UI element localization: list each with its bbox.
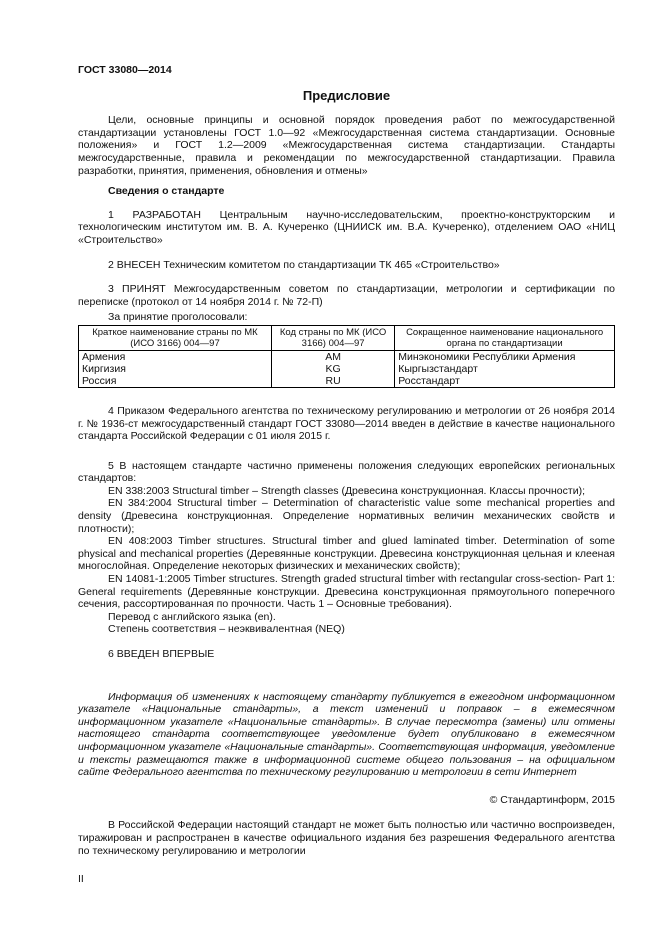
country-cell: Киргизия [79, 363, 272, 375]
body-cell: Минэкономики Республики Армения [395, 350, 615, 363]
reproduction-notice: В Российской Федерации настоящий стандарт не может быть полностью или частично воспроизведен, тиражирован и распространен в качестве официального издания без разрешения Федерального агентства по техническому регулированию и метрологии [78, 819, 615, 857]
item-6-introduced: 6 ВВЕДЕН ВПЕРВЫЕ [108, 648, 215, 660]
body-cell: Росстандарт [395, 375, 615, 388]
page-title: Предисловие [302, 87, 391, 103]
column-header-code: Код страны по МК (ИСО 3166) 004—97 [271, 325, 394, 350]
item-2-submitted: 2 ВНЕСЕН Техническим комитетом по стандартизации ТК 465 «Строительство» [108, 258, 500, 271]
table-row [79, 363, 615, 375]
translation-note: Перевод с английского языка (en). [108, 610, 276, 623]
column-header-country: Краткое наименование страны по МК (ИСО 3166) 004—97 [79, 325, 272, 350]
country-cell: Армения [79, 350, 272, 363]
item-4-order: 4 Приказом Федерального агентства по техническому регулированию и метрологии от 26 ноября 2014 г. № 1936-ст межгосударственный стандарт ГОСТ 33080—2014 введен в действие в качестве национального стандарта Российской Федерации с 01 июля 2015 г. [78, 404, 615, 443]
item-5-intro: 5 В настоящем стандарте частично применены положения следующих европейских региональных стандартов: [78, 459, 615, 485]
conformity-note: Степень соответствия – неэквивалентная (NEQ) [108, 623, 345, 636]
code-cell: RU [271, 375, 394, 388]
ref-en-408: EN 408:2003 Timber structures. Structural timber and glued laminated timber. Determination of some physical and mechanical properties (Деревянные конструкции. Древесина конструкционная цельная и клееная многослойная. Определение некоторых физических и механических свойств); [78, 535, 615, 573]
code-cell: AM [271, 350, 394, 363]
column-header-body: Сокращенное наименование национального органа по стандартизации [395, 325, 615, 350]
item-1-developed: 1 РАЗРАБОТАН Центральным научно-исследовательским, проектно-конструкторским и технологическим институтом им. В. А. Кучеренко (ЦНИИСК им. В.А. Кучеренко), отделением ОАО «НИЦ «Строительство» [78, 208, 615, 246]
document-page [78, 64, 615, 857]
changes-info: Информация об изменениях к настоящему стандарту публикуется в ежегодном информационном указателе «Национальные стандарты», а текст изменений и поправок – в ежемесячном информационном указателе «Национальные стандарты». В случае пересмотра (замены) или отмены настоящего стандарта соответствующее уведомление будет опубликовано в ежемесячном информационном указателе «Национальные стандарты». Соответствующая информация, уведомление и тексты размещаются также в информационной системе общего пользования – на официальном сайте Федерального агентства по техническому регулированию и метрологии в сети Интернет [78, 690, 615, 779]
table-header-row [79, 325, 615, 350]
item-3-adopted: 3 ПРИНЯТ Межгосударственным советом по стандартизации, метрологии и сертификации по переписке (протокол от 14 ноября 2014 г. № 72-П) [78, 283, 615, 308]
voting-table [78, 325, 615, 388]
body-cell: Кыргызстандарт [395, 363, 615, 375]
code-cell: KG [271, 363, 394, 375]
table-row [79, 350, 615, 363]
document-code: ГОСТ 33080—2014 [78, 64, 172, 76]
country-cell: Россия [79, 375, 272, 388]
vote-label: За принятие проголосовали: [108, 311, 248, 324]
intro-paragraph: Цели, основные принципы и основной порядок проведения работ по межгосударственной стандартизации установлены ГОСТ 1.0—92 «Межгосударственная система стандартизации. Основные положения» и ГОСТ 1.2—2009 «Межгосударственная система стандартизации. Стандарты межгосударственные, правила и рекомендации по межгосударственной стандартизации. Правила разработки, принятия, применения, обновления и отмены» [78, 114, 615, 177]
table-row [79, 375, 615, 388]
ref-en-338: EN 338:2003 Structural timber – Strength classes (Древесина конструкционная. Классы прочности); [108, 484, 585, 497]
copyright: © Стандартинформ, 2015 [489, 793, 615, 806]
page-number: II [78, 873, 84, 885]
ref-en-14081: EN 14081-1:2005 Timber structures. Strength graded structural timber with rectangular cross-section- Part 1: General requirements (Деревянные конструкции. Древесина конструкционная прямоугольного поперечного сечения, рассортированная по прочности. Часть 1 – Основные требования). [78, 573, 615, 611]
section-heading: Сведения о стандарте [108, 185, 225, 198]
ref-en-384: EN 384:2004 Structural timber – Determination of characteristic value some mechanical properties and density (Древесина конструкционная. Определение нормативных величин механических свойств и плотности); [78, 497, 615, 535]
